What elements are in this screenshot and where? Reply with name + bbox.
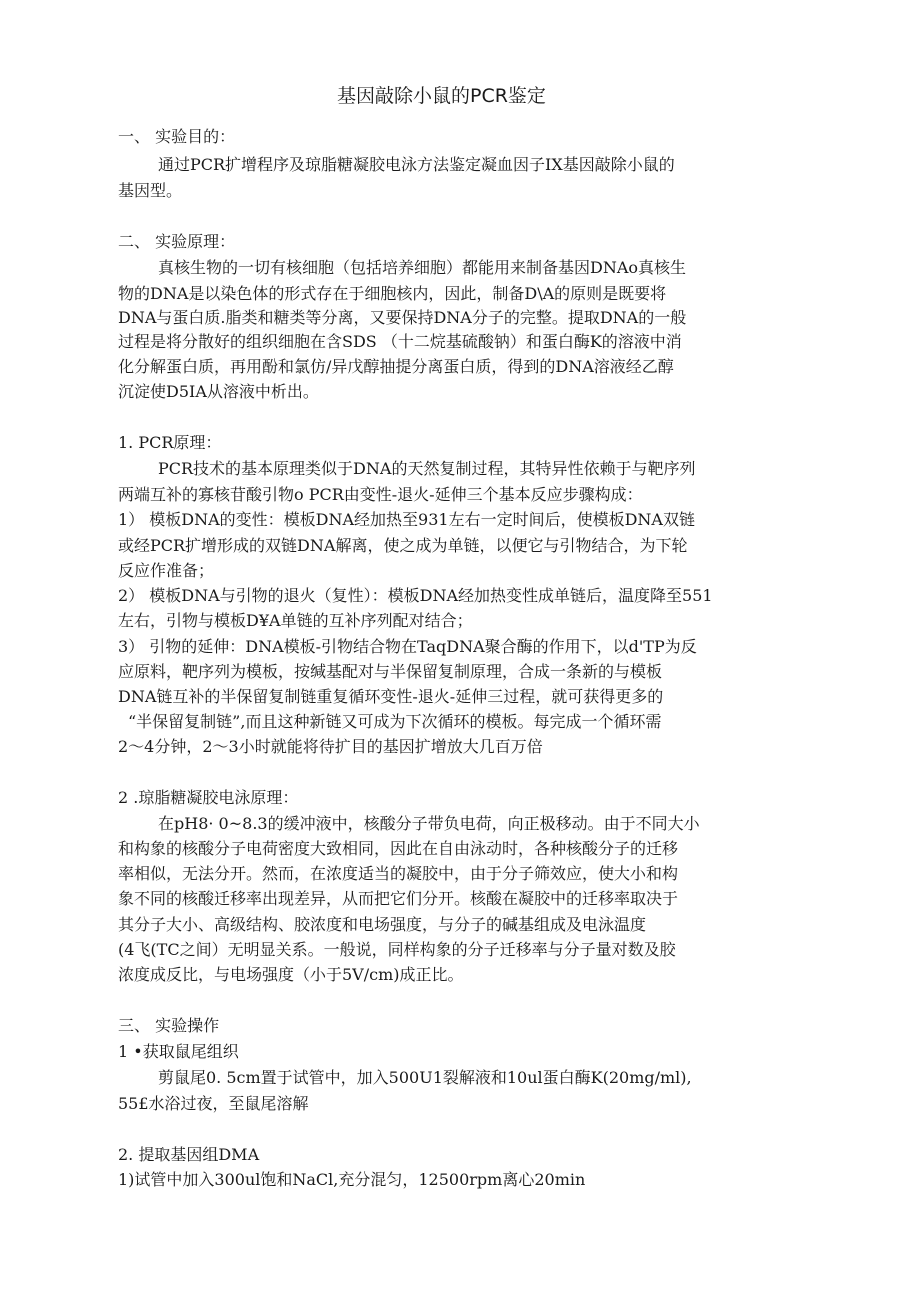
subsection-heading-pcr: 1. PCR原理： — [118, 433, 222, 452]
list-item-line: 1） 模板DNA的变性：模板DNA经加热至931左右一定时间后，使模板DNA双链 — [118, 510, 695, 529]
paragraph-line: 浓度成反比，与电场强度（小于5V/cm)成正比。 — [118, 965, 464, 984]
paragraph-line: 沉淀使D5IA从溶液中析出。 — [118, 382, 319, 401]
paragraph-line: 左右，引物与模板D¥A单链的互补序列配对结合； — [118, 611, 473, 630]
document-title: 基因敲除小鼠的PCR鉴定 — [337, 85, 546, 107]
section-heading-purpose: 一、 实验目的： — [118, 127, 236, 146]
paragraph-line: 象不同的核酸迁移率出现差异，从而把它们分开。核酸在凝胶中的迁移率取决于 — [118, 889, 679, 908]
paragraph-line: (4飞(TC之间）无明显关系。一般说，同样构象的分子迁移率与分子量对数及胶 — [118, 940, 676, 959]
paragraph-line: 应原料，靶序列为模板，按缄基配对与半保留复制原理，合成一条新的与模板 — [118, 662, 663, 681]
paragraph-line: 真核生物的一切有核细胞（包括培养细胞）都能用来制备基因DNAo真核生 — [158, 258, 687, 277]
paragraph-line: 率相似，无法分开。然而，在浓度适当的凝胶中，由于分子筛效应，使大小和构 — [118, 864, 679, 883]
paragraph-line: DNA与蛋白质.脂类和糖类等分离，又要保持DNA分子的完整。提取DNA的一般 — [118, 308, 687, 327]
paragraph-line: 通过PCR扩增程序及琼脂糖凝胶电泳方法鉴定凝血因子IX基因敲除小鼠的 — [158, 155, 675, 174]
paragraph-line: 2～4分钟，2～3小时就能将待扩目的基因扩增放大几百万倍 — [118, 737, 543, 756]
paragraph-line: 和构象的核酸分子电荷密度大致相同，因此在自由泳动时，各种核酸分子的迁移 — [118, 839, 679, 858]
paragraph-line: 物的DNA是以染色体的形式存在于细胞核内，因此，制备D\A的原则是既要将 — [118, 284, 667, 303]
section-heading-procedure: 三、 实验操作 — [118, 1016, 220, 1035]
paragraph-line: DNA链互补的半保留复制链重复循环变性-退火-延伸三过程，就可获得更多的 — [118, 687, 664, 706]
paragraph-line: 在pH8· 0~8.3的缓冲液中，核酸分子带负电荷，向正极移动。由于不同大小 — [158, 814, 700, 833]
subsection-heading-tail: 1 •获取鼠尾组织 — [118, 1042, 239, 1061]
paragraph-line: 剪鼠尾0. 5cm置于试管中，加入500U1裂解液和10ul蛋白酶K(20mg/ml), — [158, 1068, 692, 1087]
subsection-heading-dna: 2. 提取基因组DMA — [118, 1145, 260, 1164]
paragraph-line: 过程是将分散好的组织细胞在含SDS （十二烷基硫酸钠）和蛋白酶K的溶液中消 — [118, 332, 682, 351]
subsection-heading-electrophoresis: 2 .琼脂糖凝胶电泳原理： — [118, 788, 299, 807]
paragraph-line: 55£水浴过夜，至鼠尾溶解 — [118, 1094, 309, 1113]
paragraph-line: 化分解蛋白质，再用酚和氯仿/异戊醇抽提分离蛋白质，得到的DNA溶液经乙醇 — [118, 357, 674, 376]
paragraph-line: 反应作准备； — [118, 561, 215, 580]
paragraph-line: PCR技术的基本原理类似于DNA的天然复制过程，其特异性依赖于与靶序列 — [158, 459, 696, 478]
paragraph-line: 或经PCR扩增形成的双链DNA解离，使之成为单链，以便它与引物结合，为下轮 — [118, 536, 688, 555]
section-heading-principle: 二、 实验原理： — [118, 232, 236, 251]
list-item-line: 1)试管中加入300ul饱和NaCl,充分混匀，12500rpm离心20min — [118, 1170, 586, 1189]
paragraph-line: 两端互补的寡核苷酸引物o PCR由变性-退火-延伸三个基本反应步骤构成： — [118, 485, 643, 504]
list-item-line: 3） 引物的延伸：DNA模板-引物结合物在TaqDNA聚合酶的作用下，以d'TP为反 — [118, 637, 697, 656]
paragraph-line: “半保留复制链”,而且这种新链又可成为下次循环的模板。每完成一个循环需 — [128, 712, 662, 731]
paragraph-line: 基因型。 — [118, 181, 183, 200]
list-item-line: 2） 模板DNA与引物的退火（复性）：模板DNA经加热变性成单链后，温度降至551 — [118, 586, 713, 605]
paragraph-line: 其分子大小、高级结构、胶浓度和电场强度，与分子的碱基组成及电泳温度 — [118, 915, 647, 934]
